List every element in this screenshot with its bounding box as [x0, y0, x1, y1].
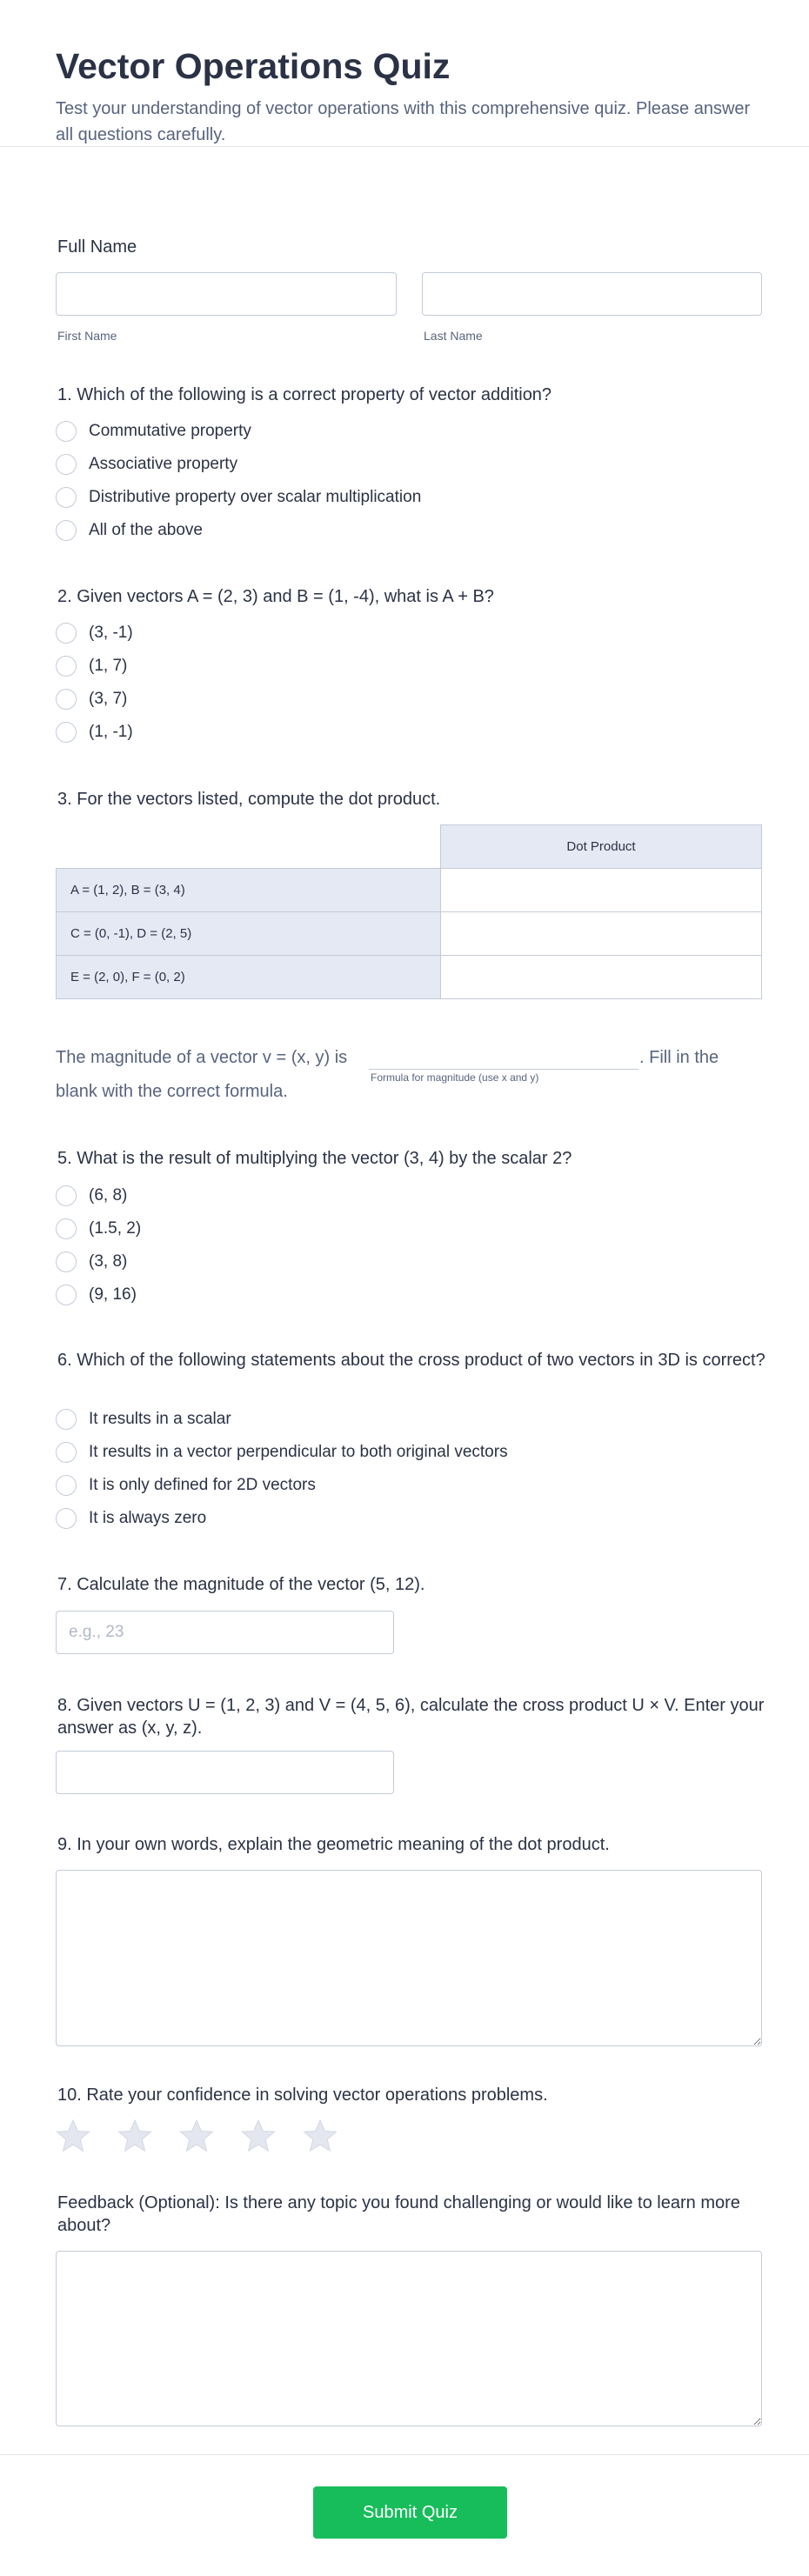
question-10-label: 10. Rate your confidence in solving vector operations problems.: [57, 2085, 548, 2105]
question-9-label: 9. In your own words, explain the geometric meaning of the dot product.: [57, 1835, 610, 1854]
star-icon[interactable]: [179, 2119, 214, 2153]
matrix-row-header: A = (1, 2), B = (3, 4): [57, 869, 441, 912]
question-1-label: 1. Which of the following is a correct property of vector addition?: [57, 385, 552, 404]
dot-product-matrix: [56, 824, 762, 999]
radio-button[interactable]: [56, 722, 77, 743]
question-2-label: 2. Given vectors A = (2, 3) and B = (1, -4), what is A + B?: [57, 587, 494, 606]
option-label: Commutative property: [89, 422, 251, 440]
feedback-textarea[interactable]: [56, 2251, 762, 2426]
star-icon[interactable]: [56, 2119, 90, 2153]
q1-option-3[interactable]: [56, 485, 421, 510]
page-subtitle: Test your understanding of vector operations with this comprehensive quiz. Please answer all questions carefully.: [56, 99, 751, 144]
input-placeholder: e.g., 23: [69, 1623, 124, 1641]
q6-option-1[interactable]: [56, 1407, 231, 1431]
option-label: It is only defined for 2D vectors: [89, 1476, 316, 1494]
q5-option-3[interactable]: [56, 1250, 127, 1274]
first-name-sublabel: First Name: [57, 329, 117, 343]
option-label: (6, 8): [89, 1186, 128, 1205]
question-8-label: 8. Given vectors U = (1, 2, 3) and V = (4, 5, 6), calculate the cross product U × V. Enter your answer as (x, y, z).: [57, 1696, 765, 1738]
q2-option-4[interactable]: [56, 720, 133, 744]
question-6-label: 6. Which of the following statements about the cross product of two vectors in 3D is correct?: [57, 1351, 766, 1370]
radio-button[interactable]: [56, 656, 77, 677]
form-header: [0, 0, 809, 147]
first-name-input[interactable]: [56, 272, 397, 316]
q2-option-2[interactable]: [56, 654, 127, 678]
option-label: Distributive property over scalar multiplication: [89, 488, 422, 506]
radio-button[interactable]: [56, 520, 77, 541]
radio-button[interactable]: [56, 1409, 77, 1430]
magnitude-answer-input[interactable]: [56, 1611, 394, 1654]
question-4-text-line2: blank with the correct formula.: [56, 1082, 288, 1101]
radio-button[interactable]: [56, 1442, 77, 1463]
blank-sublabel: Formula for magnitude (use x and y): [371, 1071, 539, 1084]
matrix-column-header: Dot Product: [441, 825, 762, 869]
radio-button[interactable]: [56, 1475, 77, 1496]
q5-option-1[interactable]: [56, 1184, 127, 1208]
question-4-text-after: . Fill in the: [639, 1048, 719, 1067]
radio-button[interactable]: [56, 421, 77, 442]
option-label: All of the above: [89, 521, 203, 539]
radio-button[interactable]: [56, 689, 77, 710]
option-label: (1, -1): [89, 723, 133, 741]
option-label: (1, 7): [89, 657, 128, 675]
radio-button[interactable]: [56, 1251, 77, 1272]
feedback-label: Feedback (Optional): Is there any topic you found challenging or would like to learn more about?: [57, 2193, 740, 2235]
q6-option-4[interactable]: [56, 1506, 206, 1531]
q1-option-4[interactable]: [56, 518, 203, 543]
matrix-answer-cell[interactable]: [441, 869, 762, 912]
matrix-row-header: E = (2, 0), F = (0, 2): [57, 956, 441, 999]
radio-button[interactable]: [56, 487, 77, 508]
option-label: It results in a scalar: [89, 1410, 231, 1428]
radio-button[interactable]: [56, 454, 77, 475]
option-label: (9, 16): [89, 1285, 137, 1304]
option-label: Associative property: [89, 455, 238, 473]
option-label: (3, 7): [89, 690, 128, 708]
q1-option-2[interactable]: [56, 452, 237, 477]
q5-option-4[interactable]: [56, 1283, 137, 1307]
radio-button[interactable]: [56, 623, 77, 644]
option-label: (3, -1): [89, 624, 133, 642]
star-icon[interactable]: [117, 2119, 152, 2153]
q2-option-1[interactable]: [56, 621, 133, 645]
option-label: It results in a vector perpendicular to both original vectors: [89, 1443, 508, 1461]
cross-product-answer-input[interactable]: [56, 1751, 394, 1794]
magnitude-formula-blank[interactable]: [369, 1046, 639, 1070]
q2-option-3[interactable]: [56, 687, 127, 711]
question-4-text-before: The magnitude of a vector v = (x, y) is: [56, 1048, 348, 1067]
question-3-label: 3. For the vectors listed, compute the dot product.: [57, 790, 441, 809]
matrix-corner: [57, 825, 441, 869]
last-name-input[interactable]: [422, 272, 762, 316]
q6-option-3[interactable]: [56, 1473, 316, 1498]
option-label: (3, 8): [89, 1252, 128, 1271]
q6-option-2[interactable]: [56, 1440, 508, 1465]
matrix-answer-cell[interactable]: [441, 912, 762, 956]
matrix-answer-cell[interactable]: [441, 956, 762, 999]
radio-button[interactable]: [56, 1185, 77, 1206]
q5-option-2[interactable]: [56, 1217, 141, 1241]
radio-button[interactable]: [56, 1285, 77, 1305]
option-label: (1.5, 2): [89, 1219, 142, 1238]
matrix-row-header: C = (0, -1), D = (2, 5): [57, 912, 441, 956]
submit-quiz-button[interactable]: Submit Quiz: [313, 2486, 507, 2539]
radio-button[interactable]: [56, 1508, 77, 1529]
q1-option-1[interactable]: [56, 419, 251, 444]
star-icon[interactable]: [303, 2119, 338, 2153]
full-name-label: Full Name: [57, 237, 137, 257]
confidence-star-rating: [56, 2119, 338, 2153]
dot-product-explanation-textarea[interactable]: [56, 1870, 762, 2046]
question-5-label: 5. What is the result of multiplying the vector (3, 4) by the scalar 2?: [57, 1149, 572, 1168]
option-label: It is always zero: [89, 1509, 207, 1527]
last-name-sublabel: Last Name: [424, 329, 483, 343]
star-icon[interactable]: [241, 2119, 276, 2153]
radio-button[interactable]: [56, 1218, 77, 1239]
question-7-label: 7. Calculate the magnitude of the vector (5, 12).: [57, 1575, 425, 1594]
page-title: Vector Operations Quiz: [56, 46, 451, 86]
